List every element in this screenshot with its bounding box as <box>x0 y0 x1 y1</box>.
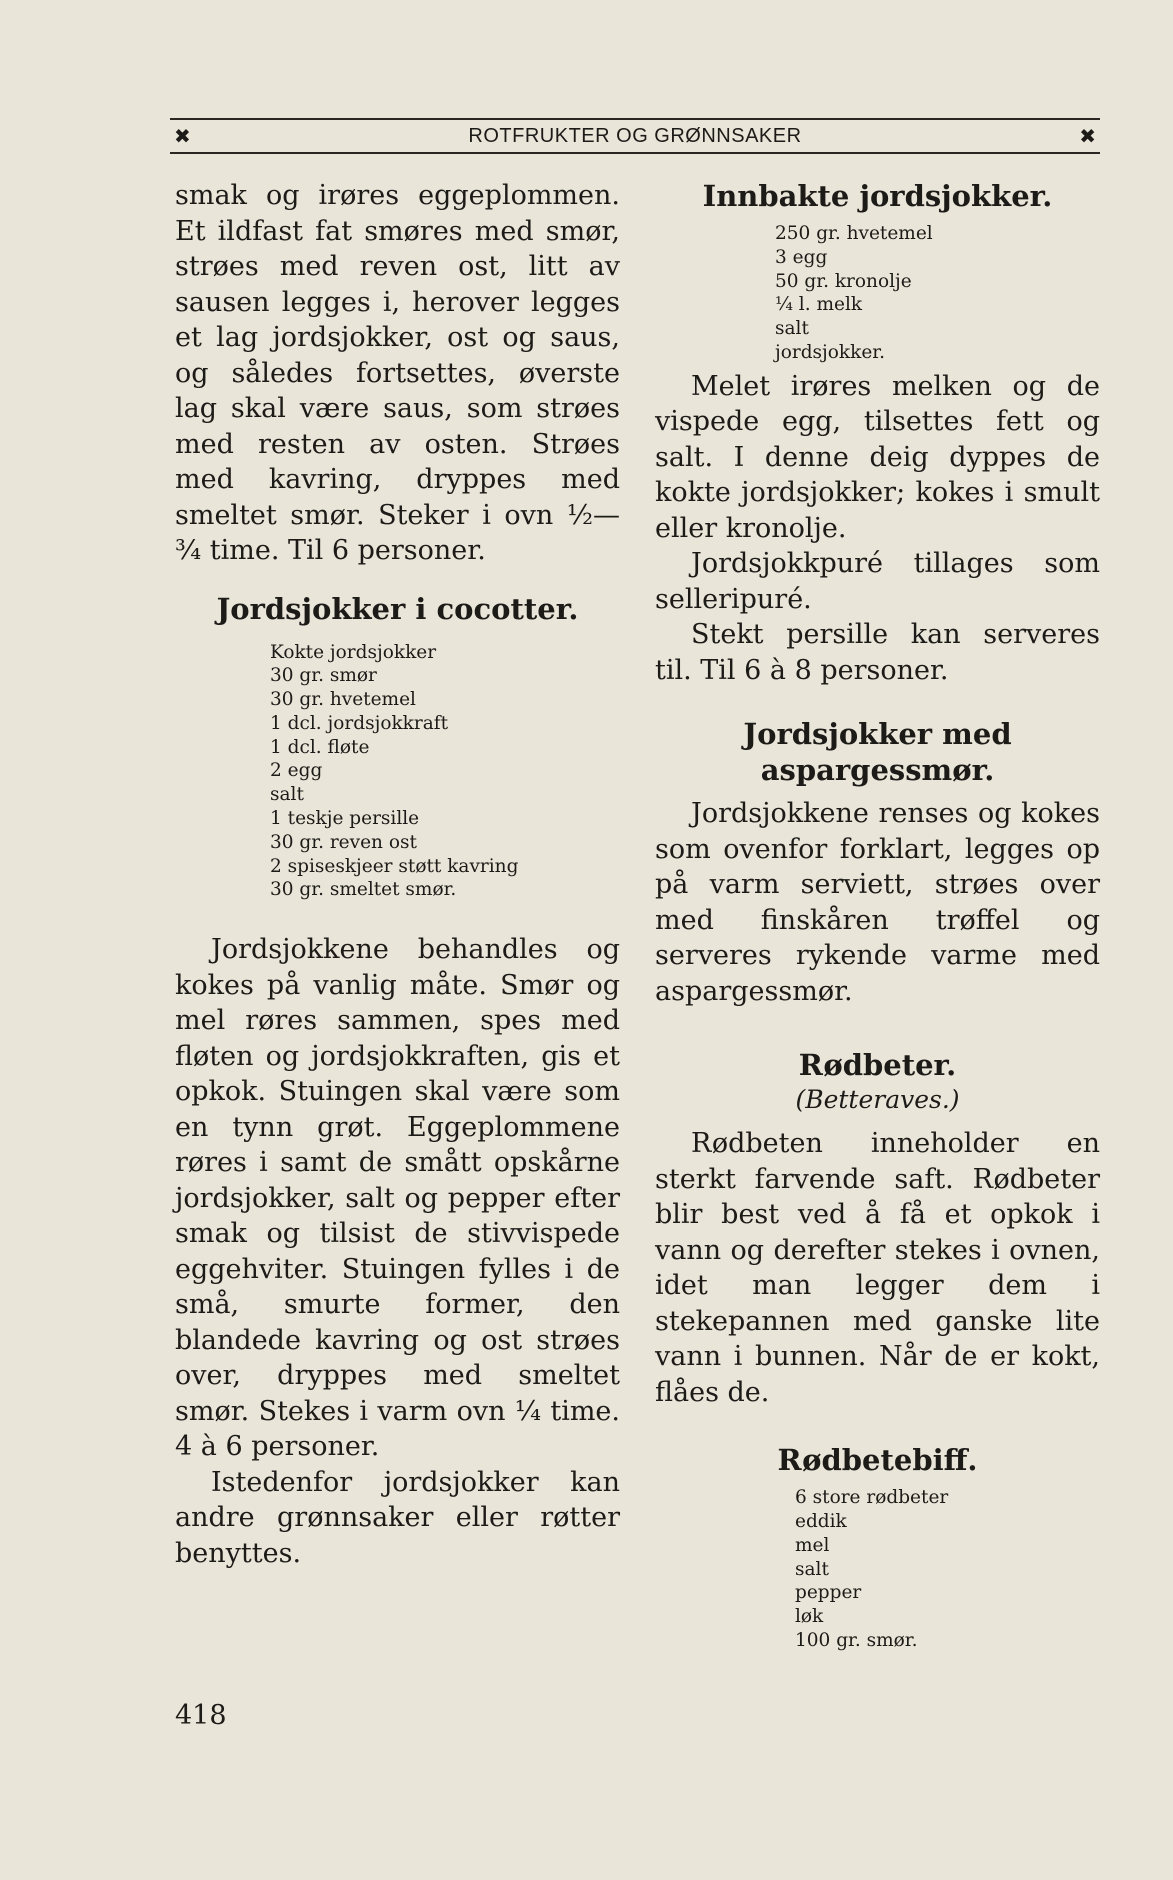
ingredient-item: salt <box>795 1558 829 1580</box>
ingredient-item: 30 gr. hvetemel <box>270 689 416 711</box>
ingredient-item: jordsjokker. <box>775 341 885 363</box>
ingredient-item: 100 gr. smør. <box>795 1630 918 1652</box>
page-number: 418 <box>175 1700 227 1731</box>
ingredient-item: 2 egg <box>270 760 323 782</box>
ingredient-item: 3 egg <box>775 246 828 268</box>
intro-paragraph: smak og irøres eggeplommen. Et ildfast fat smøres med smør, strøes med reven ost, litt av sausen legges i, herover legges et lag jordsjokker, ost og saus, og således fortsettes, øverste lag skal være saus, som strøes med resten av osten. Strøes med kavring, dryppes med smeltet smør. Steker i ovn ½—¾ time. Til 6 personer. <box>175 180 620 566</box>
ingredient-list-rodbetebiff <box>795 1486 1100 1653</box>
ingredient-list-innbakte <box>775 222 1100 365</box>
left-column <box>175 178 620 1571</box>
ingredient-item: eddik <box>795 1511 847 1533</box>
header-left-ornament: ✖ <box>174 124 191 148</box>
header-right-ornament: ✖ <box>1079 124 1096 148</box>
ingredient-item: 250 gr. hvetemel <box>775 223 933 244</box>
ingredient-item: 30 gr. reven ost <box>270 831 417 853</box>
ingredient-item: løk <box>795 1606 824 1628</box>
ingredient-item: 1 dcl. fløte <box>270 736 370 758</box>
recipe-title-aspargessmor: Jordsjokker med aspargessmør. <box>743 717 1012 788</box>
ingredient-item: mel <box>795 1534 830 1556</box>
ingredient-list-cocotter <box>270 641 620 903</box>
section-subtitle-rodbeter: (Betteraves.) <box>795 1085 960 1115</box>
innbakte-paragraph-3: Stekt persille kan serveres til. Til 6 à 8 personer. <box>655 619 1100 686</box>
innbakte-paragraph-2: Jordsjokkpuré tillages som selleripuré. <box>655 548 1100 615</box>
ingredient-item: 30 gr. smeltet smør. <box>270 879 457 901</box>
ingredient-item: 6 store rødbeter <box>795 1487 949 1509</box>
right-column <box>655 178 1100 1653</box>
ingredient-item: salt <box>270 784 304 806</box>
section-title-rodbeter: Rødbeter. <box>798 1048 957 1083</box>
recipe-title-cocotter: Jordsjokker i cocotter. <box>216 591 579 626</box>
header-title: ROTFRUKTER OG GRØNNSAKER <box>468 124 802 147</box>
ingredient-item: pepper <box>795 1582 862 1604</box>
rodbeter-paragraph: Rødbeten inneholder en sterkt farvende saft. Rødbeter blir best ved å få et opkok i vann og derefter stekes i ovnen, idet man legger dem i stekepannen med ganske lite vann i bunnen. Når de er kokt, flåes de. <box>655 1128 1100 1408</box>
aspargessmor-paragraph: Jordsjokkene renses og kokes som ovenfor forklart, legges op på varm serviett, strøes over med finskåren trøffel og serveres rykende varme med aspargessmør. <box>655 798 1100 1007</box>
recipe-title-innbakte: Innbakte jordsjokker. <box>702 179 1053 213</box>
ingredient-item: 2 spiseskjeer støtt kavring <box>270 855 519 877</box>
ingredient-item: salt <box>775 318 809 340</box>
cocotter-paragraph-1: Jordsjokkene behandles og kokes på vanlig måte. Smør og mel røres sammen, spes med fløten og jordsjokkraften, gis et opkok. Stuingen skal være som en tynn grøt. Eggeplommene røres i samt de smått opskårne jordsjokker, salt og pepper efter smak og tilsist de stivvispede eggehviter. Stuingen fylles i de små, smurte former, den blandede kavring og ost strøes over, dryppes med smeltet smør. Stekes i varm ovn ¼ time. 4 à 6 personer. <box>175 934 620 1463</box>
innbakte-paragraph-1: Melet irøres melken og de vispede egg, tilsettes fett og salt. I denne deig dyppes de kokte jordsjokker; kokes i smult eller kronolje. <box>655 370 1100 544</box>
ingredient-item: 30 gr. smør <box>270 665 377 687</box>
ingredient-item: Kokte jordsjokker <box>270 641 437 663</box>
running-header <box>170 118 1100 154</box>
ingredient-item: 50 gr. kronolje <box>775 270 912 292</box>
ingredient-item: 1 dcl. jordsjokkraft <box>270 712 449 734</box>
ingredient-item: ¼ l. melk <box>775 294 863 316</box>
ingredient-item: 1 teskje persille <box>270 808 420 830</box>
cocotter-paragraph-2: Istedenfor jordsjokker kan andre grønnsaker eller røtter benyttes. <box>175 1466 620 1569</box>
recipe-title-rodbetebiff: Rødbetebiff. <box>777 1443 978 1478</box>
